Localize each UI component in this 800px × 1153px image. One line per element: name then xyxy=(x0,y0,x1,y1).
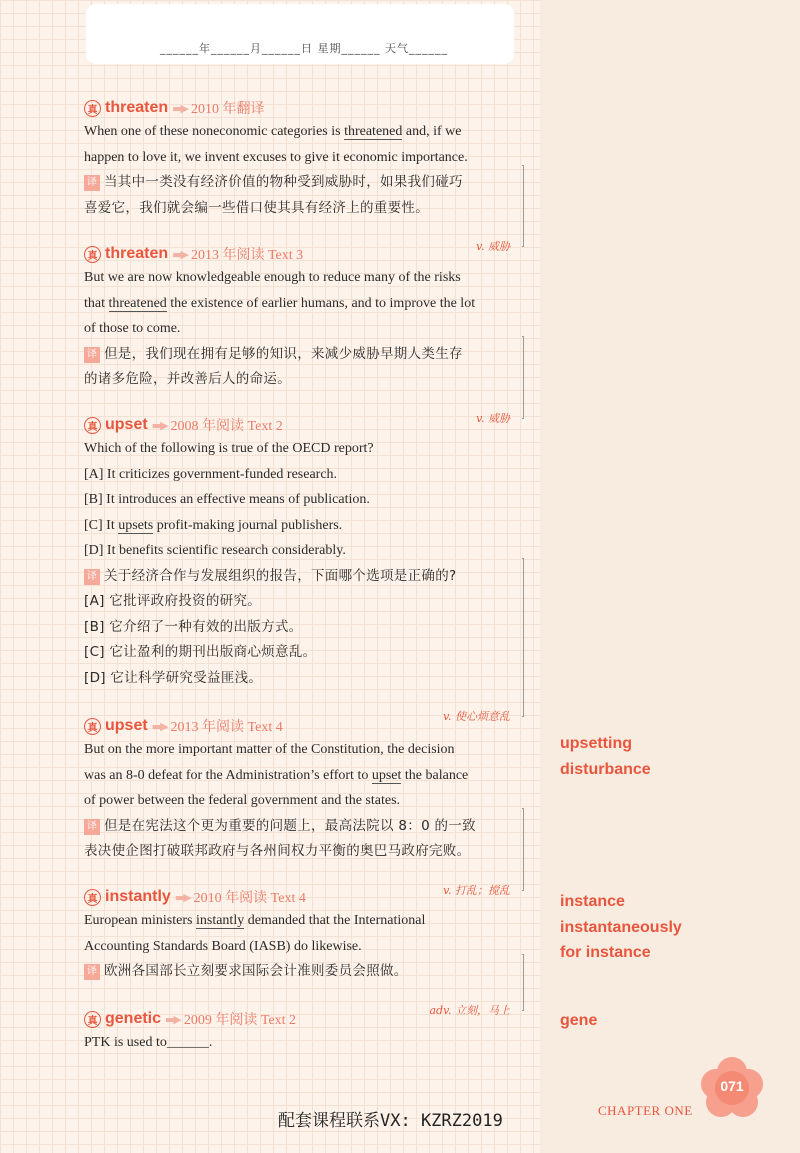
line-text-rest: the existence of earlier humans, and to improve the lot xyxy=(166,295,476,311)
example-line xyxy=(84,436,524,462)
side-margin xyxy=(540,0,800,1153)
translation-text: 喜爱它，我们就会编一些借口使其具有经济上的重要性。 xyxy=(84,199,429,216)
example-line xyxy=(84,908,524,934)
arrow-icon: ▬▶ xyxy=(172,101,187,115)
example-line xyxy=(84,513,524,539)
line-text: [A] It criticizes government-funded research. xyxy=(84,466,338,482)
translation-text: 欧洲各国部长立刻要求国际会计准则委员会照做。 xyxy=(104,963,408,979)
arrow-icon: ▬▶ xyxy=(151,418,167,432)
highlighted-word: instantly xyxy=(195,913,245,928)
translation-line xyxy=(84,615,524,641)
translation-line xyxy=(84,367,524,393)
translation-text: 但是在宪法这个更为重要的问题上，最高法院以 8：0 的一致 xyxy=(104,817,476,834)
bracket-line xyxy=(522,954,524,1011)
page-number: 071 xyxy=(720,1078,744,1094)
zhen-badge-icon: 真 xyxy=(84,246,101,263)
example-line xyxy=(84,538,524,564)
related-word: disturbance xyxy=(560,760,651,778)
example-line xyxy=(84,265,524,291)
translation-text: 的诸多危险，并改善后人的命运。 xyxy=(84,371,291,387)
example-line xyxy=(84,487,524,513)
highlighted-word: threatened xyxy=(108,295,167,311)
line-text: PTK is used to______. xyxy=(84,1035,213,1050)
related-word: gene xyxy=(560,1012,598,1029)
example-line xyxy=(84,788,524,814)
line-text: of those to come. xyxy=(84,321,181,336)
entry-head xyxy=(84,1008,524,1030)
translation-text: [B] 它介绍了一种有效的出版方式。 xyxy=(84,618,303,635)
yi-badge-icon: 译 xyxy=(84,569,100,585)
entry-word: upset xyxy=(105,717,148,734)
arrow-icon: ▬▶ xyxy=(165,1012,180,1026)
yi-badge-icon: 译 xyxy=(84,175,100,191)
related-word: for instance xyxy=(560,944,651,961)
line-text: [C] It xyxy=(84,517,119,533)
highlighted-word: upset xyxy=(371,767,402,783)
entry-threaten xyxy=(84,97,524,253)
translation-text: [D] 它让科学研究受益匪浅。 xyxy=(84,669,263,686)
chapter-label: CHAPTER ONE xyxy=(598,1103,693,1118)
translation-text: 当其中一类没有经济价值的物种受到威胁时，如果我们碰巧 xyxy=(104,174,463,190)
line-text-rest: demanded that the International xyxy=(244,913,426,928)
line-text: [B] It introduces an effective means of publication. xyxy=(84,492,370,507)
entry-instantly xyxy=(84,886,524,1017)
entry-word: instantly xyxy=(105,888,171,905)
translation-line xyxy=(84,666,524,692)
line-text: happen to love it, we invent excuses to give it economic importance. xyxy=(84,149,468,165)
part-of-speech: v. 威胁 xyxy=(476,240,510,253)
line-text: Which of the following is true of the OECD report? xyxy=(84,441,374,456)
example-line xyxy=(84,934,524,960)
entry-source: 2013 年阅读 Text 3 xyxy=(190,248,304,263)
arrow-icon: ▬▶ xyxy=(174,890,190,904)
related-word: upsetting xyxy=(560,735,632,752)
example-line xyxy=(84,763,524,789)
bracket-line xyxy=(522,336,524,419)
translation-line xyxy=(84,170,524,196)
arrow-icon: ▬▶ xyxy=(151,719,167,733)
entry-genetic xyxy=(84,1008,524,1056)
translation-line xyxy=(84,640,524,666)
translation-text: 表决使企图打破联邦政府与各州间权力平衡的奥巴马政府完败。 xyxy=(84,843,471,859)
translation-line xyxy=(84,959,524,985)
translation-line xyxy=(84,196,524,222)
entry-source: 2010 年翻译 xyxy=(190,102,265,117)
entry-word: threaten xyxy=(105,245,169,262)
part-of-speech: adv. 立刻，马上 xyxy=(429,1003,510,1017)
zhen-badge-icon: 真 xyxy=(84,889,101,906)
translation-text: 但是，我们现在拥有足够的知识，来减少威胁早期人类生存 xyxy=(104,345,463,362)
entry-word: threaten xyxy=(105,99,169,116)
translation-text: [A] 它批评政府投资的研究。 xyxy=(84,593,262,609)
entry-head xyxy=(84,243,524,265)
line-text-rest: profit-making journal publishers. xyxy=(153,517,343,533)
example-line xyxy=(84,145,524,171)
example-line xyxy=(84,737,524,763)
translation-line xyxy=(84,342,524,368)
date-line: ______年______月______日 星期______ 天气______ xyxy=(160,42,448,55)
entry-source: 2010 年阅读 Text 4 xyxy=(193,891,306,906)
line-text-rest: and, if we xyxy=(402,124,462,139)
entry-source: 2008 年阅读 Text 2 xyxy=(170,419,283,434)
zhen-badge-icon: 真 xyxy=(84,1011,101,1028)
entry-head xyxy=(84,886,524,908)
translation-text: [C] 它让盈利的期刊出版商心烦意乱。 xyxy=(84,644,317,660)
watermark-text: 配套课程联系VX: KZRZ2019 xyxy=(278,1111,503,1131)
bracket-line xyxy=(522,808,524,891)
example-line xyxy=(84,291,524,317)
example-line xyxy=(84,119,524,145)
line-text: that xyxy=(84,295,109,311)
line-text: [D] It benefits scientific research considerably. xyxy=(84,543,346,558)
entry-source: 2009 年阅读 Text 2 xyxy=(183,1013,297,1028)
entry-head xyxy=(84,97,524,119)
yi-badge-icon: 译 xyxy=(84,964,100,980)
line-text-rest: the balance xyxy=(401,767,469,783)
line-text: European ministers xyxy=(84,913,196,928)
entry-upset xyxy=(84,414,524,723)
translation-text: 关于经济合作与发展组织的报告，下面哪个选项是正确的? xyxy=(104,567,457,584)
line-text: Accounting Standards Board (IASB) do likewise. xyxy=(84,938,362,954)
part-of-speech: v. 威胁 xyxy=(476,411,510,425)
translation-line xyxy=(84,589,524,615)
example-line xyxy=(84,462,524,488)
bracket-line xyxy=(522,165,524,248)
line-text: of power between the federal government and the states. xyxy=(84,793,401,808)
translation-line xyxy=(84,839,524,865)
entry-word: upset xyxy=(105,416,148,433)
highlighted-word: threatened xyxy=(344,124,403,139)
zhen-badge-icon: 真 xyxy=(84,417,101,434)
part-of-speech: v. 使心烦意乱 xyxy=(443,710,510,723)
entry-head xyxy=(84,715,524,737)
related-word: instance xyxy=(560,893,625,910)
translation-line xyxy=(84,814,524,840)
yi-badge-icon: 译 xyxy=(84,819,100,835)
example-line xyxy=(84,316,524,342)
zhen-badge-icon: 真 xyxy=(84,100,101,117)
line-text: But on the more important matter of the Constitution, the decision xyxy=(84,742,455,757)
example-line xyxy=(84,1030,524,1056)
entry-source: 2013 年阅读 Text 4 xyxy=(170,720,283,735)
part-of-speech: v. 打乱；搅乱 xyxy=(443,883,510,897)
arrow-icon: ▬▶ xyxy=(172,247,187,261)
entry-word: genetic xyxy=(105,1010,162,1027)
related-word: instantaneously xyxy=(560,918,682,936)
highlighted-word: upsets xyxy=(118,517,154,533)
yi-badge-icon: 译 xyxy=(84,347,100,363)
line-text: When one of these noneconomic categories is xyxy=(84,124,345,139)
entry-head xyxy=(84,414,524,436)
translation-line xyxy=(84,564,524,590)
zhen-badge-icon: 真 xyxy=(84,718,101,735)
line-text: But we are now knowledgeable enough to reduce many of the risks xyxy=(84,270,461,285)
bracket-line xyxy=(522,558,524,717)
line-text: was an 8-0 defeat for the Administration’s effort to xyxy=(84,767,372,783)
